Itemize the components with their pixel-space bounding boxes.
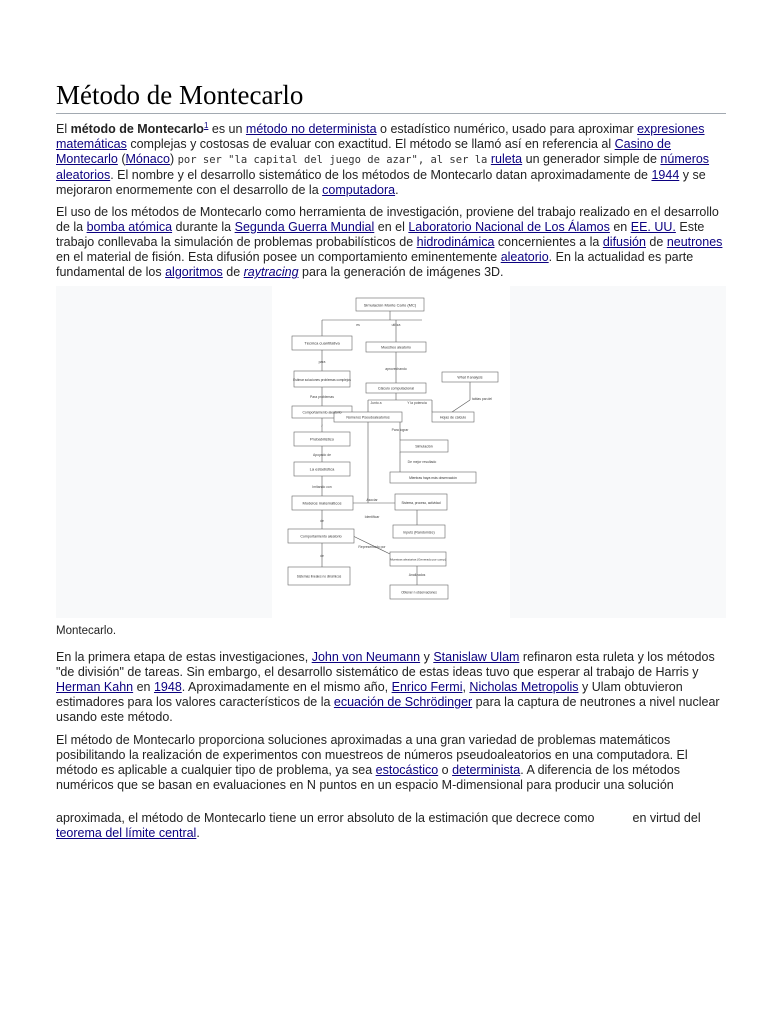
text: para la generación de imágenes 3D. [298, 265, 504, 279]
diagram-label: Obtener n observaciones [401, 590, 437, 595]
link-nicholas-metropolis[interactable]: Nicholas Metropolis [469, 680, 579, 694]
text: en el [374, 220, 409, 234]
page-title: Método de Montecarlo [56, 80, 304, 110]
diagram-label: Modelos matemáticos [302, 500, 342, 506]
link-metodo-no-determinista[interactable]: método no determinista [245, 122, 377, 136]
text: aproximada, el método de Montecarlo tiene un error absoluto de la estimación que decrece como [56, 811, 595, 825]
link-computadora[interactable]: computadora [322, 183, 396, 197]
link-monaco[interactable]: Mónaco [125, 152, 170, 166]
text: y [420, 650, 434, 664]
diagram-label: Comportamiento aleatorio [300, 534, 342, 539]
concept-map-diagram [272, 286, 510, 618]
diagram-edge-label: tablas par.del [471, 397, 493, 401]
diagram-edge-label: es [356, 323, 360, 327]
text: ( [117, 152, 126, 166]
text: . El nombre y el desarrollo sistemático de los métodos de Montecarlo datan aproximadamente de [110, 168, 652, 182]
diagram-label: Números Pseudoaleatorios [346, 415, 390, 420]
text: En la primera etapa de estas investigaciones, [56, 650, 312, 664]
text: un generador simple de [522, 152, 661, 166]
diagram-edge-label: Apoyado de [312, 453, 332, 457]
paragraph-history [56, 205, 726, 280]
diagram-label: Sistemas lineales no dinámicos [296, 574, 342, 579]
diagram-edge-label: Para problemas [310, 395, 334, 399]
paragraph-approximation [56, 733, 726, 793]
link-algoritmos[interactable]: algoritmos [165, 265, 223, 279]
diagram-edge-label: Asociar [366, 498, 378, 502]
diagram-edge-label: Y la potencia [407, 401, 427, 405]
diagram-label: Hojas de cálculo [439, 415, 467, 420]
link-ee-uu[interactable]: EE. UU. [630, 220, 676, 234]
text: en [609, 220, 631, 234]
diagram-edge-label: aprovechando [385, 367, 407, 371]
link-bomba-atomica[interactable]: bomba atómica [86, 220, 173, 234]
text: o estadístico numérico, usado para aproximar [376, 122, 638, 136]
text: en el material de fisión. Esta difusión posee un comportamiento eminentemente [56, 250, 501, 264]
text: y Ulam obtuvieron estimadores para los valores característicos de la [56, 680, 683, 709]
diagram-label: La estadística [309, 466, 335, 472]
diagram-edge-label: de [320, 519, 324, 523]
link-ruleta[interactable]: ruleta [490, 152, 523, 166]
diagram-label: Probabilístico [309, 436, 335, 442]
text: o [438, 763, 453, 777]
diagram-edge-label: para [318, 360, 326, 364]
diagram-edge-label: De mejor resultado [407, 460, 437, 464]
text: Este trabajo conllevaba la simulación de problemas probabilísticos de [56, 220, 705, 249]
link-herman-kahn[interactable]: Herman Kahn [56, 680, 134, 694]
monospace-text: por ser "la capital del juego de azar", al ser la [177, 154, 488, 166]
paragraph-intro [56, 122, 726, 198]
link-neutrones[interactable]: neutrones [666, 235, 723, 249]
text: El uso de los métodos de Montecarlo como herramienta de investigación, proviene del trabajo realizado en el desarrollo de la [56, 205, 719, 234]
link-hidrodinamica[interactable]: hidrodinámica [416, 235, 495, 249]
diagram-label: Inputs (Randomize) [403, 530, 435, 535]
diagram-label: Simulación [415, 444, 433, 449]
link-stanislaw-ulam[interactable]: Stanislaw Ulam [433, 650, 520, 664]
link-difusion[interactable]: difusión [602, 235, 646, 249]
diagram-edge-label: / [321, 424, 323, 428]
diagram-label: Muestras aleatorias (Generado por comp) [390, 557, 446, 562]
link-1948[interactable]: 1948 [153, 680, 182, 694]
link-estocastico[interactable]: estocástico [375, 763, 439, 777]
diagram-label: Cálculo computacional [377, 386, 415, 391]
diagram-label: Sistema, proceso, actividad [401, 501, 441, 505]
text: . En la actualidad es parte fundamental de los [56, 250, 694, 279]
text: . [395, 183, 399, 197]
link-ecuacion-de-schrodinger[interactable]: ecuación de Schrödinger [333, 695, 473, 709]
link-casino-de-montecarlo[interactable]: Casino de Montecarlo [56, 137, 671, 166]
text: , [462, 680, 470, 694]
text: complejas y costosas de evaluar con exactitud. El método se llamó así en referencia al [126, 137, 615, 151]
figure-caption: Montecarlo. [56, 625, 117, 637]
diagram-edge-label: Junto a [370, 401, 382, 405]
reference-link[interactable]: 1 [203, 120, 209, 130]
diagram-edge-label: Identificar [364, 515, 380, 519]
text: y se mejoraron enormemente con el desarrollo de la [56, 168, 706, 197]
text: en [133, 680, 154, 694]
italic-link-text: raytracing [243, 265, 299, 279]
text: para la captura de neutrones a nivel nuclear usando este método. [56, 695, 720, 724]
text: de [645, 235, 667, 249]
text: en virtud del [632, 811, 701, 825]
text: durante la [172, 220, 235, 234]
diagram-edge-label: Imitando con [312, 485, 332, 489]
diagram-label: Muestreo aleatorio [381, 345, 411, 350]
diagram-edge-label: Analizados [408, 573, 426, 577]
diagram-label: Comportamiento aleatorio [302, 410, 342, 415]
link-teorema-del-limite-central[interactable]: teorema del límite central [56, 826, 197, 840]
link-numeros-aleatorios[interactable]: números aleatorios [56, 152, 710, 182]
text: ) [169, 152, 178, 166]
link-enrico-fermi[interactable]: Enrico Fermi [391, 680, 463, 694]
diagram-label: Estimar soluciones problemas complejos [293, 378, 351, 382]
link-john-von-neumann[interactable]: John von Neumann [311, 650, 421, 664]
link-laboratorio-los-alamos[interactable]: Laboratorio Nacional de Los Álamos [408, 220, 610, 234]
link-segunda-guerra-mundial[interactable]: Segunda Guerra Mundial [234, 220, 375, 234]
diagram-edge-label: Para lograr [391, 428, 409, 432]
link-aleatorio[interactable]: aleatorio [500, 250, 549, 264]
text: . Aproximadamente en el mismo año, [181, 680, 392, 694]
link-expresiones-matematicas[interactable]: expresiones matemáticas [56, 122, 705, 151]
paragraph-early-research [56, 650, 726, 725]
text: . A diferencia de los métodos numéricos que se basan en evaluaciones en N puntos en un espacio M-dimensional para producir una solución [56, 763, 681, 792]
text: El método de Montecarlo proporciona soluciones aproximadas a una gran variedad de problemas matemáticos posibilitando la realización de experimentos con muestreos de números pseudoaleatorios en una computadora. El método es aplicable a cualquier tipo de problema, ya sea [56, 733, 688, 777]
link-raytracing[interactable] [244, 265, 299, 279]
bold-term: método de Montecarlo [70, 122, 204, 136]
diagram-label: What if analysis [457, 375, 483, 380]
diagram-label: Mientras haya más observación [409, 476, 457, 480]
diagram-edge-label: Representado por [358, 545, 386, 549]
text: de [222, 265, 244, 279]
link-determinista[interactable]: determinista [452, 763, 521, 777]
text: . [196, 826, 200, 840]
concept-map-image[interactable] [272, 286, 510, 618]
article [56, 0, 726, 841]
text: es un [208, 122, 246, 136]
text: refinaron esta ruleta y los métodos "de división" de tareas. Sin embargo, el desarrollo sistemático de estas ideas tuvo que esperar al trabajo de Harris y [56, 650, 715, 679]
diagram-edge-label: utiliza [391, 323, 401, 327]
link-1944[interactable]: 1944 [651, 168, 680, 182]
text: concernientes a la [494, 235, 603, 249]
paragraph-error [56, 811, 726, 841]
title-divider [56, 113, 726, 114]
diagram-label: Simulación Monte Carlo (MC) [363, 302, 417, 308]
figure-box [56, 286, 726, 618]
diagram-edge-label: de [320, 554, 324, 558]
text: El [56, 122, 71, 136]
diagram-label: Técnica cuantitativa [304, 340, 340, 346]
